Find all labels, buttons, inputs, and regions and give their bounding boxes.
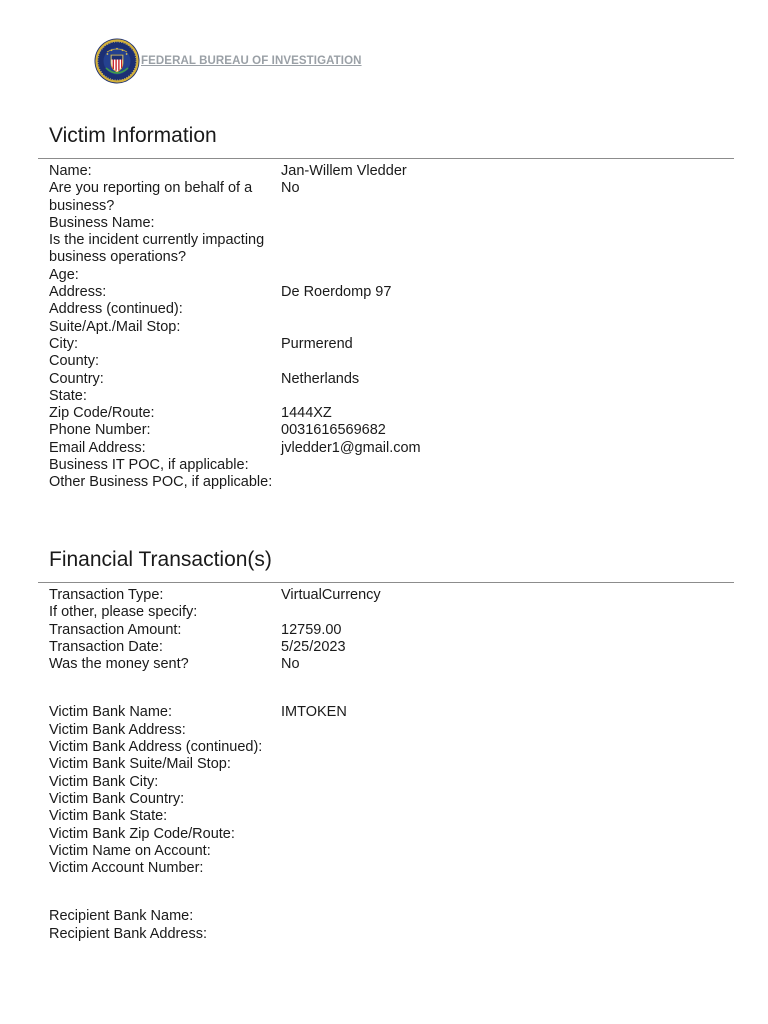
field-value: 1444XZ — [281, 405, 332, 422]
field-label: Email Address: — [49, 439, 146, 456]
field-value: 0031616569682 — [281, 422, 386, 439]
field-value: Jan-Willem Vledder — [281, 163, 407, 179]
field-value — [281, 756, 739, 773]
agency-name-link[interactable]: FEDERAL BUREAU OF INVESTIGATION — [141, 55, 362, 67]
field-row — [49, 843, 739, 860]
field-label: Victim Bank Suite/Mail Stop: — [49, 756, 231, 773]
field-label: Address (continued): — [49, 301, 183, 318]
field-label: Recipient Bank Address: — [49, 925, 207, 942]
field-value — [281, 267, 739, 284]
field-label: County: — [49, 353, 99, 370]
financial-transaction-rows — [49, 587, 739, 943]
field-row — [49, 860, 739, 877]
field-row — [49, 704, 739, 721]
victim-information-title: Victim Information — [49, 124, 217, 147]
group-spacer — [49, 673, 739, 704]
field-label: Transaction Date: — [49, 638, 163, 655]
field-row — [49, 604, 739, 621]
field-value: Netherlands — [281, 370, 360, 387]
field-label: Country: — [49, 370, 104, 387]
field-label: If other, please specify: — [49, 604, 198, 621]
field-label: Business IT POC, if applicable: — [49, 457, 249, 474]
field-row — [49, 267, 739, 284]
field-row — [49, 826, 739, 843]
field-value — [281, 908, 739, 925]
field-label: Name: — [49, 163, 92, 179]
field-row — [49, 926, 739, 943]
field-row — [49, 284, 739, 301]
field-row — [49, 388, 739, 405]
field-row — [49, 405, 739, 422]
field-label: Victim Bank State: — [49, 808, 168, 825]
field-value — [281, 843, 739, 860]
field-label: Was the money sent? — [49, 656, 189, 673]
field-value: 5/25/2023 — [281, 638, 346, 655]
field-label: Zip Code/Route: — [49, 405, 155, 422]
field-row — [49, 457, 739, 474]
field-row — [49, 422, 739, 439]
field-label: Age: — [49, 266, 79, 283]
victim-information-rows — [49, 163, 739, 492]
fbi-seal-icon — [94, 38, 140, 84]
field-value — [281, 457, 739, 474]
field-label: Victim Name on Account: — [49, 842, 211, 859]
field-value — [281, 926, 739, 943]
field-label: Transaction Amount: — [49, 621, 182, 638]
field-label: Business Name: — [49, 214, 155, 231]
group-spacer — [49, 877, 739, 908]
field-label: Victim Bank Address (continued): — [49, 739, 263, 756]
field-label: Victim Bank Country: — [49, 790, 185, 807]
field-value: No — [281, 180, 300, 197]
field-row — [49, 232, 739, 267]
field-label: Suite/Apt./Mail Stop: — [49, 318, 181, 335]
field-row — [49, 656, 739, 673]
field-value — [281, 474, 739, 491]
field-value — [281, 215, 739, 232]
field-value: No — [281, 656, 300, 673]
field-value — [281, 791, 739, 808]
field-label: Is the incident currently impacting business operations? — [49, 232, 265, 266]
section-divider — [38, 582, 734, 583]
field-row — [49, 353, 739, 370]
field-label: City: — [49, 335, 78, 352]
field-row — [49, 587, 739, 604]
field-row — [49, 639, 739, 656]
field-row — [49, 180, 739, 215]
field-label: State: — [49, 387, 87, 404]
field-value: Purmerend — [281, 335, 353, 352]
field-label: Phone Number: — [49, 422, 151, 439]
field-row — [49, 474, 739, 491]
field-value — [281, 826, 739, 843]
field-value — [281, 860, 739, 877]
field-value: De Roerdomp 97 — [281, 284, 392, 301]
field-value — [281, 301, 739, 318]
field-value — [281, 808, 739, 825]
field-label: Victim Bank Address: — [49, 721, 186, 738]
field-label: Victim Account Number: — [49, 860, 204, 877]
field-value — [281, 774, 739, 791]
field-row — [49, 756, 739, 773]
field-label: Victim Bank Name: — [49, 704, 173, 721]
field-value — [281, 319, 739, 336]
field-row — [49, 319, 739, 336]
page-header — [94, 38, 362, 84]
field-value — [281, 353, 739, 370]
field-label: Victim Bank City: — [49, 773, 159, 790]
field-value: VirtualCurrency — [281, 587, 381, 603]
financial-transactions-title: Financial Transaction(s) — [49, 548, 272, 571]
field-value — [281, 739, 739, 756]
field-row — [49, 808, 739, 825]
field-label: Victim Bank Zip Code/Route: — [49, 825, 235, 842]
field-row — [49, 739, 739, 756]
field-label: Transaction Type: — [49, 587, 164, 603]
section-divider — [38, 158, 734, 159]
field-value: 12759.00 — [281, 621, 342, 638]
field-row — [49, 163, 739, 180]
field-value: jvledder1@gmail.com — [281, 439, 421, 456]
field-row — [49, 622, 739, 639]
field-value: IMTOKEN — [281, 704, 347, 721]
field-row — [49, 722, 739, 739]
field-label: Other Business POC, if applicable: — [49, 474, 273, 491]
field-label: Address: — [49, 284, 107, 301]
field-row — [49, 774, 739, 791]
field-row — [49, 215, 739, 232]
field-value — [281, 604, 739, 621]
field-value — [281, 388, 739, 405]
field-row — [49, 336, 739, 353]
field-label: Are you reporting on behalf of a business? — [49, 180, 253, 214]
field-row — [49, 301, 739, 318]
field-row — [49, 791, 739, 808]
field-row — [49, 440, 739, 457]
field-row — [49, 371, 739, 388]
field-row — [49, 908, 739, 925]
field-value — [281, 232, 739, 267]
field-label: Recipient Bank Name: — [49, 908, 194, 925]
field-value — [281, 722, 739, 739]
